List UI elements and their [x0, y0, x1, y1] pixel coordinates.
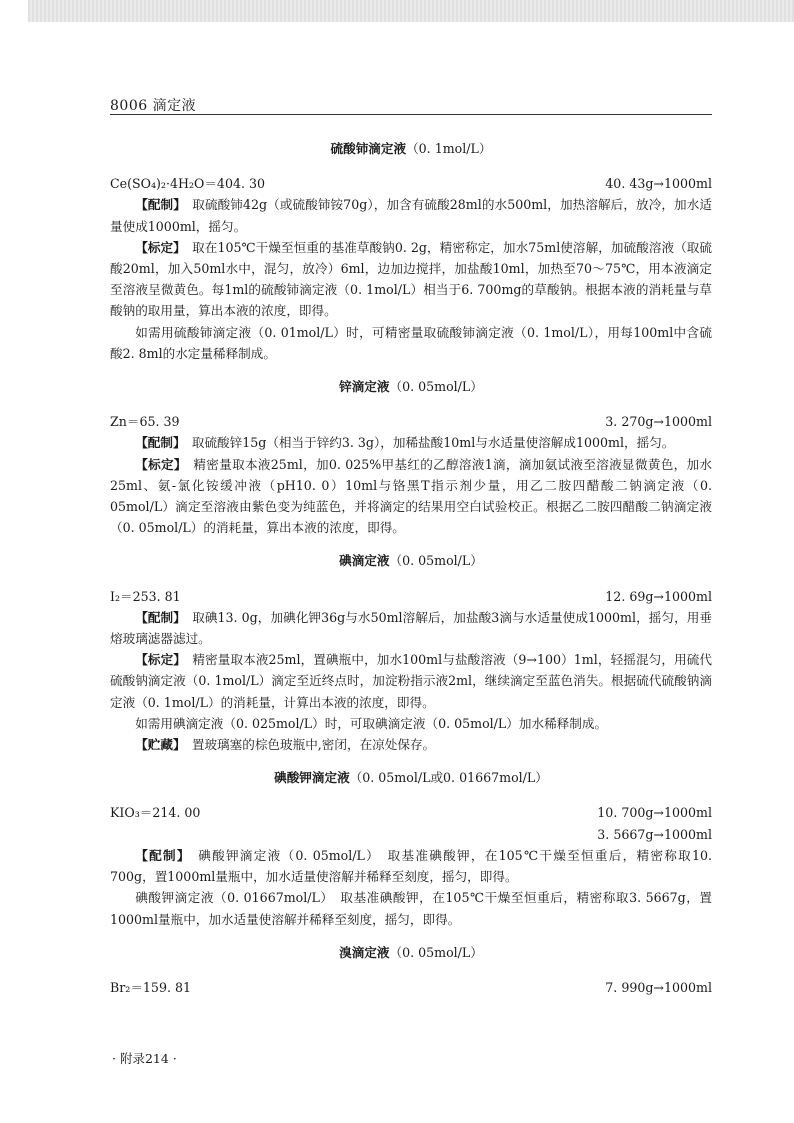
procedure-text: 如需用硫酸铈滴定液（0. 01mol/L）时，可精密量取硫酸铈滴定液（0. 1mol/L），用每100ml中含硫酸2. 8ml的水定量稀释制成。	[110, 324, 712, 361]
formula-row	[110, 802, 712, 823]
section-title	[110, 376, 712, 397]
formula-row	[110, 411, 712, 432]
procedure-paragraph	[110, 322, 712, 364]
procedure-tag: 【配制】	[135, 435, 186, 451]
reagent-section	[110, 138, 712, 364]
procedure-paragraph	[110, 432, 712, 453]
procedure-tag: 【标定】	[135, 239, 186, 255]
formula-row	[110, 824, 712, 845]
procedure-tag: 【贮藏】	[135, 737, 186, 753]
procedure-paragraph	[110, 887, 712, 929]
section-title	[110, 767, 712, 788]
procedure-text: 如需用碘滴定液（0. 025mol/L）时，可取碘滴定液（0. 05mol/L）加水稀释制成。	[135, 715, 608, 731]
equivalent-mass: 40. 43g→1000ml	[605, 176, 712, 192]
procedure-paragraph	[110, 649, 712, 713]
procedure-tag: 【标定】	[135, 652, 186, 668]
procedure-paragraph	[110, 237, 712, 322]
reagent-name: 碘滴定液	[339, 553, 390, 569]
procedure-text: 置玻璃塞的棕色玻瓶中,密闭，在凉处保存。	[191, 737, 436, 753]
procedure-paragraph	[110, 194, 712, 236]
procedure-tag: 【标定】	[135, 456, 187, 472]
procedure-tag: 【配制】	[135, 609, 186, 625]
equivalent-mass: 3. 5667g→1000ml	[597, 826, 712, 842]
procedure-paragraph	[110, 845, 712, 887]
header-rule	[110, 114, 712, 115]
running-head: 8006 滴定液	[110, 98, 197, 114]
reagent-section	[110, 376, 712, 538]
procedure-text: 精密量取本液25ml，置碘瓶中，加水100ml与盐酸溶液（9→100）1ml，轻摇混匀，用硫代硫酸钠滴定液（0. 1mol/L）滴定至近终点时，加淀粉指示液2ml，继续滴定至蓝色消失。根据硫代硫酸钠滴定液（0. 1mol/L）的消耗量，计算出本液的浓度，即得。	[110, 652, 713, 710]
section-title	[110, 138, 712, 159]
procedure-text: 碘酸钾滴定液（0. 01667mol/L） 取基准碘酸钾，在105℃干燥至恒重后，精密称取3. 5667g，置1000ml量瓶中，加水适量使溶解并稀释至刻度，摇匀，即得。	[110, 890, 712, 927]
procedure-tag: 【配制】	[135, 847, 191, 863]
procedure-text: 取硫酸锌15g（相当于锌约3. 3g），加稀盐酸10ml与水适量使溶解成1000ml，摇匀。	[191, 435, 675, 451]
procedure-paragraph	[110, 607, 712, 649]
reagent-concentration: （0. 05mol/L）	[389, 553, 483, 569]
page-number: · 附录214 ·	[112, 1051, 177, 1066]
procedure-text: 取碘13. 0g，加碘化钾36g与水50ml溶解后，加盐酸3滴与水适量使成1000ml，摇匀，用垂熔玻璃滤器滤过。	[110, 609, 712, 647]
molecular-formula: KIO₃＝214. 00	[110, 805, 201, 821]
reagent-concentration: （0. 05mol/L）	[389, 944, 483, 960]
molecular-formula: Ce(SO₄)₂·4H₂O＝404. 30	[110, 176, 265, 192]
molecular-formula: Br₂＝159. 81	[110, 979, 191, 995]
procedure-text: 碘酸钾滴定液（0. 05mol/L） 取基准碘酸钾，在105℃干燥至恒重后，精密称取10. 700g，置1000ml量瓶中，加水适量使溶解并稀释至刻度，摇匀，即得。	[110, 847, 713, 885]
reagent-section	[110, 942, 712, 998]
procedure-tag: 【配制】	[135, 197, 186, 213]
procedure-paragraph	[110, 713, 712, 734]
formula-row	[110, 977, 712, 998]
procedure-text: 精密量取本液25ml，加0. 025%甲基红的乙醇溶液1滴，滴加氨试液至溶液显微黄色，加水25ml、氨-氯化铵缓冲液（pH10. 0）10ml与铬黑T指示剂少量，用乙二胺四醋酸二钠滴定液（0. 05mol/L）滴定至溶液由紫色变为纯蓝色，并将滴定的结果用空白试验校正。根据乙二胺四醋酸二钠滴定液（0. 05mol/L）的消耗量，算出本液的浓度，即得。	[110, 456, 713, 536]
reagent-concentration: （0. 05mol/L）	[389, 379, 483, 395]
reagent-concentration: （0. 05mol/L或0. 01667mol/L）	[349, 770, 548, 786]
molecular-formula: I₂＝253. 81	[110, 588, 181, 604]
formula-row	[110, 586, 712, 607]
procedure-text: 取在105℃干燥至恒重的基准草酸钠0. 2g，精密称定，加水75ml使溶解，加硫酸溶液（取硫酸20ml，加入50ml水中，混匀，放冷）6ml，边加边搅拌，加盐酸10ml，加热至70～75℃，用本液滴定至溶液呈微黄色。每1ml的硫酸铈滴定液（0. 1mol/L）相当于6. 700mg的草酸钠。根据本液的消耗量与草酸钠的取用量，算出本液的浓度，即得。	[110, 239, 713, 319]
procedure-paragraph	[110, 734, 712, 755]
reagent-name: 溴滴定液	[339, 944, 390, 960]
page-content	[110, 138, 712, 1010]
equivalent-mass: 7. 990g→1000ml	[605, 979, 712, 995]
reagent-name: 碘酸钾滴定液	[274, 770, 350, 786]
equivalent-mass: 12. 69g→1000ml	[605, 588, 712, 604]
molecular-formula: Zn＝65. 39	[110, 414, 180, 430]
reagent-section	[110, 550, 712, 755]
scan-edge	[28, 0, 794, 22]
procedure-text: 取硫酸铈42g（或硫酸铈铵70g），加含有硫酸28ml的水500ml，加热溶解后，放冷，加水适量使成1000ml，摇匀。	[110, 197, 712, 234]
reagent-concentration: （0. 1mol/L）	[406, 141, 492, 156]
procedure-paragraph	[110, 454, 712, 539]
formula-row	[110, 173, 712, 194]
section-title	[110, 942, 712, 963]
equivalent-mass: 3. 270g→1000ml	[605, 414, 712, 430]
reagent-name: 锌滴定液	[339, 379, 390, 395]
reagent-name: 硫酸铈滴定液	[330, 141, 407, 156]
equivalent-mass: 10. 700g→1000ml	[597, 805, 712, 821]
section-title	[110, 550, 712, 571]
reagent-section	[110, 767, 712, 929]
